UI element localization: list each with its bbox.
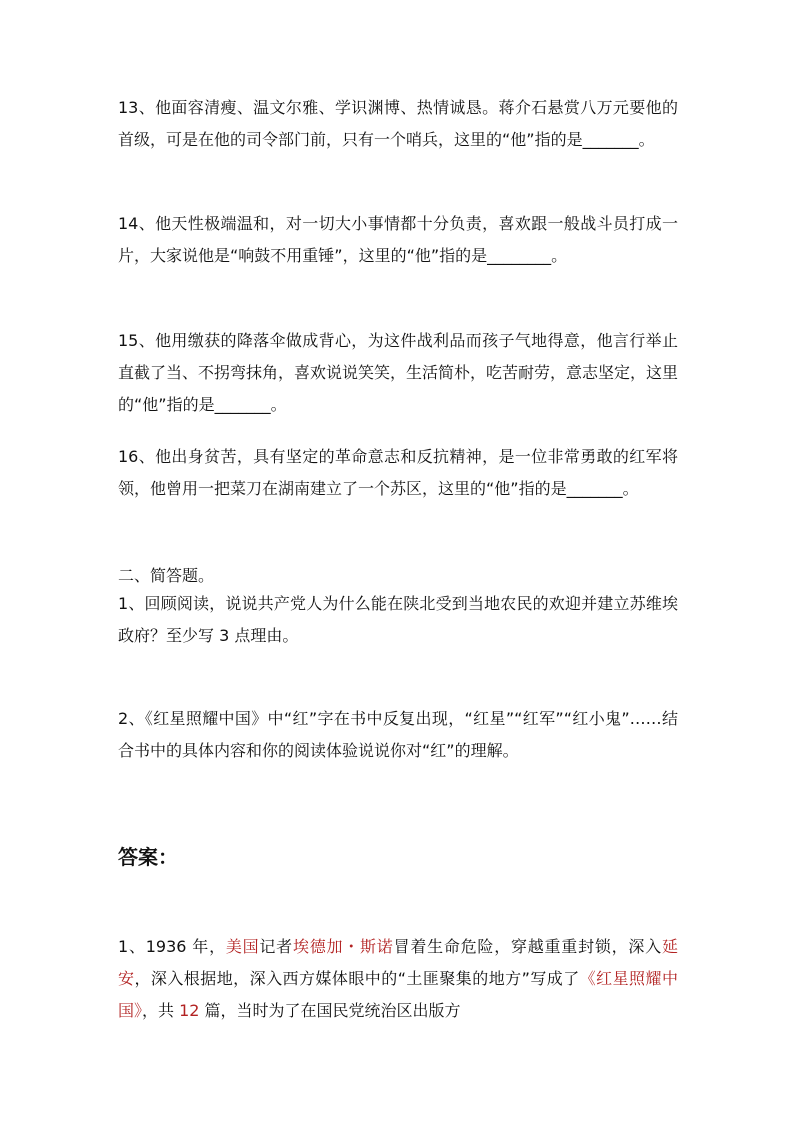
short-answer-question-2: 2、《红星照耀中国》中“红”字在书中反复出现，“红星”“红军”“红小鬼”……结合书中的具体内容和你的阅读体验说说你对“红”的理解。: [118, 709, 678, 760]
short-answer-question-1: 1、回顾阅读，说说共产党人为什么能在陕北受到当地农民的欢迎并建立苏维埃政府？至少写 3 点理由。: [118, 594, 678, 645]
answer-1-highlight-place: 延安: [118, 937, 678, 988]
answer-1-text: ，深入根据地，深入西方媒体眼中的“土匪聚集的地方”写成了: [134, 969, 580, 988]
answer-1-highlight-count: 12: [179, 1001, 200, 1020]
question-16: 16、他出身贫苦，具有坚定的革命意志和反抗精神，是一位非常勇敢的红军将领，他曾用一把菜刀在湖南建立了一个苏区，这里的“他”指的是_______。: [118, 447, 678, 498]
section-short-answer-title: 二、简答题。: [118, 566, 215, 585]
answer-1-text: 篇，当时为了在国民党统治区出版方: [199, 1001, 461, 1020]
answer-1-text: 记者: [259, 937, 293, 956]
answer-1-highlight-author: 埃德加・斯诺: [292, 937, 394, 956]
question-15: 15、他用缴获的降落伞做成背心，为这件战利品而孩子气地得意，他言行举止直截了当、不拐弯抹角，喜欢说说笑笑，生活简朴，吃苦耐劳，意志坚定，这里的“他”指的是_______。: [118, 331, 679, 414]
answer-1-highlight-book: 《红星照耀中国》: [118, 969, 678, 1020]
answer-1-text: ，共: [142, 1001, 180, 1020]
answer-1-text: 1、1936 年，: [118, 937, 226, 956]
answers-heading: 答案：: [118, 845, 178, 869]
question-14: 14、他天性极端温和，对一切大小事情都十分负责，喜欢跟一般战斗员打成一片，大家说他是“响鼓不用重锤”，这里的“他”指的是________。: [118, 214, 678, 265]
answer-1: [118, 931, 678, 1027]
answer-1-highlight-country: 美国: [225, 937, 260, 956]
answer-1-text: 冒着生命危险，穿越重重封锁，深入: [393, 937, 662, 956]
question-13: 13、他面容清瘦、温文尔雅、学识渊博、热情诚恳。蒋介石悬赏八万元要他的首级，可是在他的司令部门前，只有一个哨兵，这里的“他”指的是_______。: [118, 98, 678, 149]
